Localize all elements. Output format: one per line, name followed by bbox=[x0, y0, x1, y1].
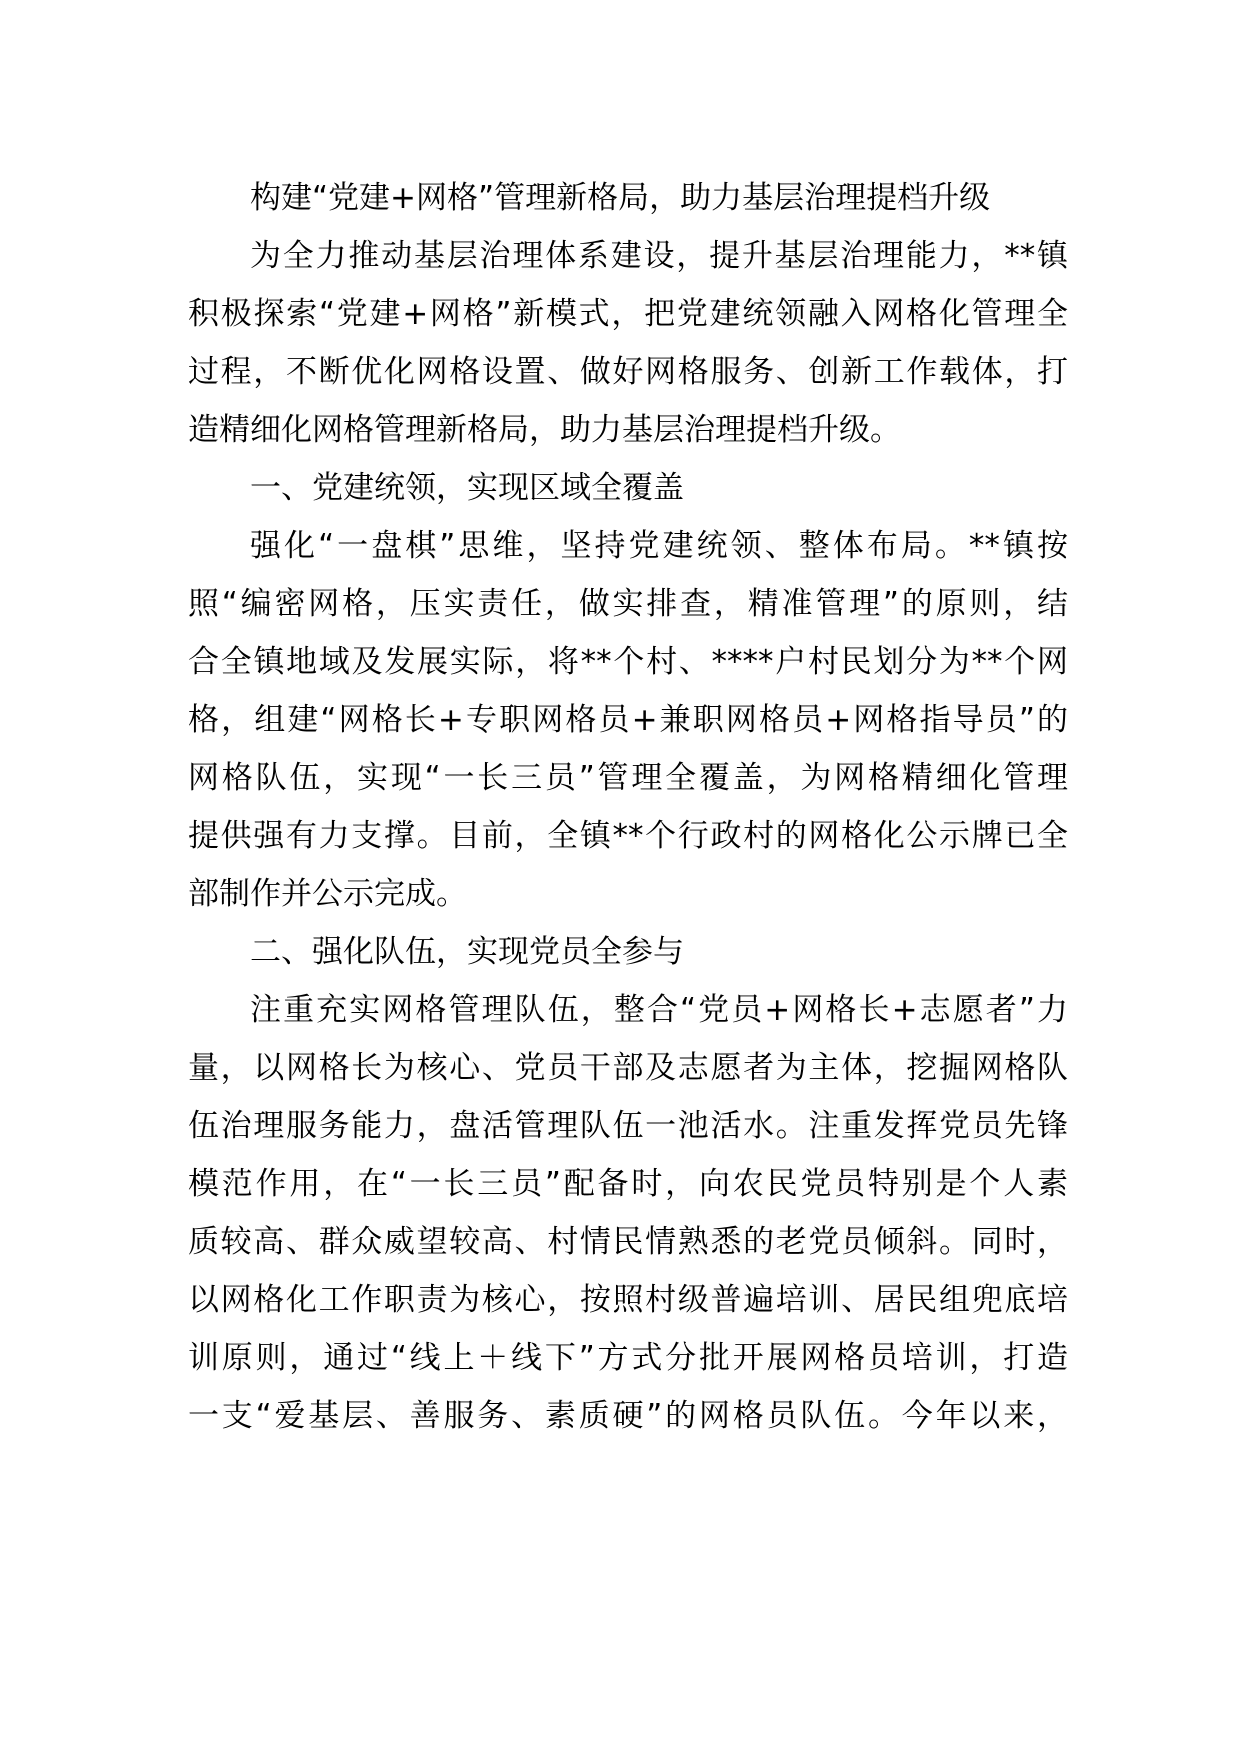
paragraph-line: 训原则，通过“线上＋线下”方式分批开展网格员培训，打造 bbox=[188, 1340, 1068, 1376]
paragraph-line: 模范作用，在“一长三员”配备时，向农民党员特别是个人素 bbox=[188, 1166, 1068, 1202]
paragraph-line: 格，组建“网格长+专职网格员+兼职网格员+网格指导员”的 bbox=[188, 702, 1068, 738]
section-heading: 二、强化队伍，实现党员全参与 bbox=[250, 934, 684, 970]
paragraph-line: 强化“一盘棋”思维，坚持党建统领、整体布局。**镇按 bbox=[250, 528, 1068, 564]
paragraph-line: 以网格化工作职责为核心，按照村级普遍培训、居民组兜底培 bbox=[188, 1282, 1068, 1318]
paragraph-line: 提供强有力支撑。目前，全镇**个行政村的网格化公示牌已全 bbox=[188, 818, 1068, 854]
paragraph-line: 伍治理服务能力，盘活管理队伍一池活水。注重发挥党员先锋 bbox=[188, 1108, 1068, 1144]
paragraph-line: 网格队伍，实现“一长三员”管理全覆盖，为网格精细化管理 bbox=[188, 760, 1068, 796]
paragraph-line: 一支“爱基层、善服务、素质硬”的网格员队伍。今年以来， bbox=[188, 1398, 1068, 1434]
paragraph-line: 质较高、群众威望较高、村情民情熟悉的老党员倾斜。同时， bbox=[188, 1224, 1068, 1260]
paragraph-line: 造精细化网格管理新格局，助力基层治理提档升级。 bbox=[188, 412, 901, 448]
paragraph-line: 为全力推动基层治理体系建设，提升基层治理能力，**镇 bbox=[250, 238, 1068, 274]
paragraph-line: 量，以网格长为核心、党员干部及志愿者为主体，挖掘网格队 bbox=[188, 1050, 1068, 1086]
paragraph-line: 合全镇地域及发展实际，将**个村、****户村民划分为**个网 bbox=[188, 644, 1068, 680]
document-title: 构建“党建+网格”管理新格局，助力基层治理提档升级 bbox=[250, 180, 991, 216]
paragraph-line: 积极探索“党建+网格”新模式，把党建统领融入网格化管理全 bbox=[188, 296, 1068, 332]
paragraph-line: 部制作并公示完成。 bbox=[188, 876, 467, 912]
paragraph-line: 过程，不断优化网格设置、做好网格服务、创新工作载体，打 bbox=[188, 354, 1068, 390]
paragraph-line: 注重充实网格管理队伍，整合“党员+网格长+志愿者”力 bbox=[250, 992, 1068, 1028]
paragraph-line: 照“编密网格，压实责任，做实排查，精准管理”的原则，结 bbox=[188, 586, 1068, 622]
section-heading: 一、党建统领，实现区域全覆盖 bbox=[250, 470, 684, 506]
